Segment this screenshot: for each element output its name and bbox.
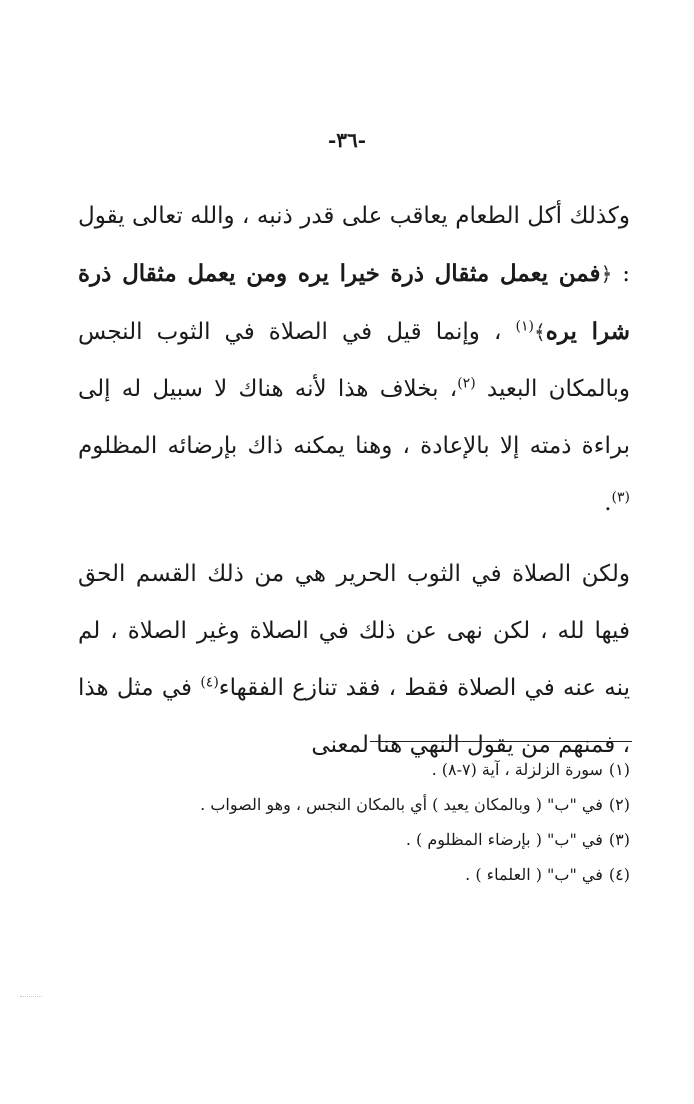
footnote-1 [70, 752, 630, 787]
quran-verse: فمن يعمل مثقال ذرة خيرا يره ومن يعمل مثقال ذرة شرا يره [78, 260, 630, 345]
quran-bracket-open: ﴿ [600, 262, 613, 286]
paragraph-1-intro: وكذلك أكل الطعام يعاقب على قدر ذنبه ، والله تعالى يقول : [78, 203, 630, 287]
footnote-text: في "ب" ( وبالمكان يعيد ) أي بالمكان النجس ، وهو الصواب . [200, 795, 603, 814]
paragraph-1-part-2: ، وإنما قيل في الصلاة في الثوب النجس وبالمكان البعيد [78, 319, 630, 402]
footnote-ref-4: (٤) [200, 674, 219, 691]
footnote-number: (٤) [608, 865, 630, 884]
paragraph-2 [78, 546, 630, 774]
footnote-ref-3: (٣) [611, 489, 630, 506]
footnote-4 [70, 857, 630, 892]
main-text [78, 188, 630, 774]
footnote-ref-1: (١) [515, 318, 534, 335]
footnote-separator [370, 741, 632, 742]
footnote-3 [70, 822, 630, 857]
footnote-text: في "ب" ( العلماء ) . [465, 865, 603, 884]
footnote-2 [70, 787, 630, 822]
footnote-ref-2: (٢) [457, 375, 476, 392]
paragraph-1-part-3: ، بخلاف هذا لأنه هناك لا سبيل له إلى براءة ذمته إلا بالإعادة ، وهنا يمكنه ذاك بإرضائه المظلوم [78, 376, 630, 459]
footnote-text: في "ب" ( بإرضاء المظلوم ) . [405, 830, 603, 849]
footnote-text: سورة الزلزلة ، آية (٧-٨) . [431, 760, 603, 779]
paragraph-2-part-1: ولكن الصلاة في الثوب الحرير هي من ذلك القسم الحق فيها لله ، لكن نهى عن ذلك في الصلاة وغير الصلاة ، لم ينه عنه في الصلاة فقط ، فقد تنازع الفقهاء [78, 561, 630, 701]
page-number: -٣٦- [327, 128, 367, 152]
paragraph-1 [78, 188, 630, 532]
footnotes [70, 752, 630, 892]
footnote-number: (٣) [608, 830, 630, 849]
paragraph-2-part-2: في مثل هذا ، فمنهم من يقول النهي هنا لمعنى [78, 675, 630, 758]
quran-bracket-close: ﴾ [533, 320, 546, 344]
footnote-number: (٢) [608, 795, 630, 814]
scan-artifact [20, 996, 42, 998]
paragraph-1-end: . [604, 490, 612, 516]
footnote-number: (١) [608, 760, 630, 779]
